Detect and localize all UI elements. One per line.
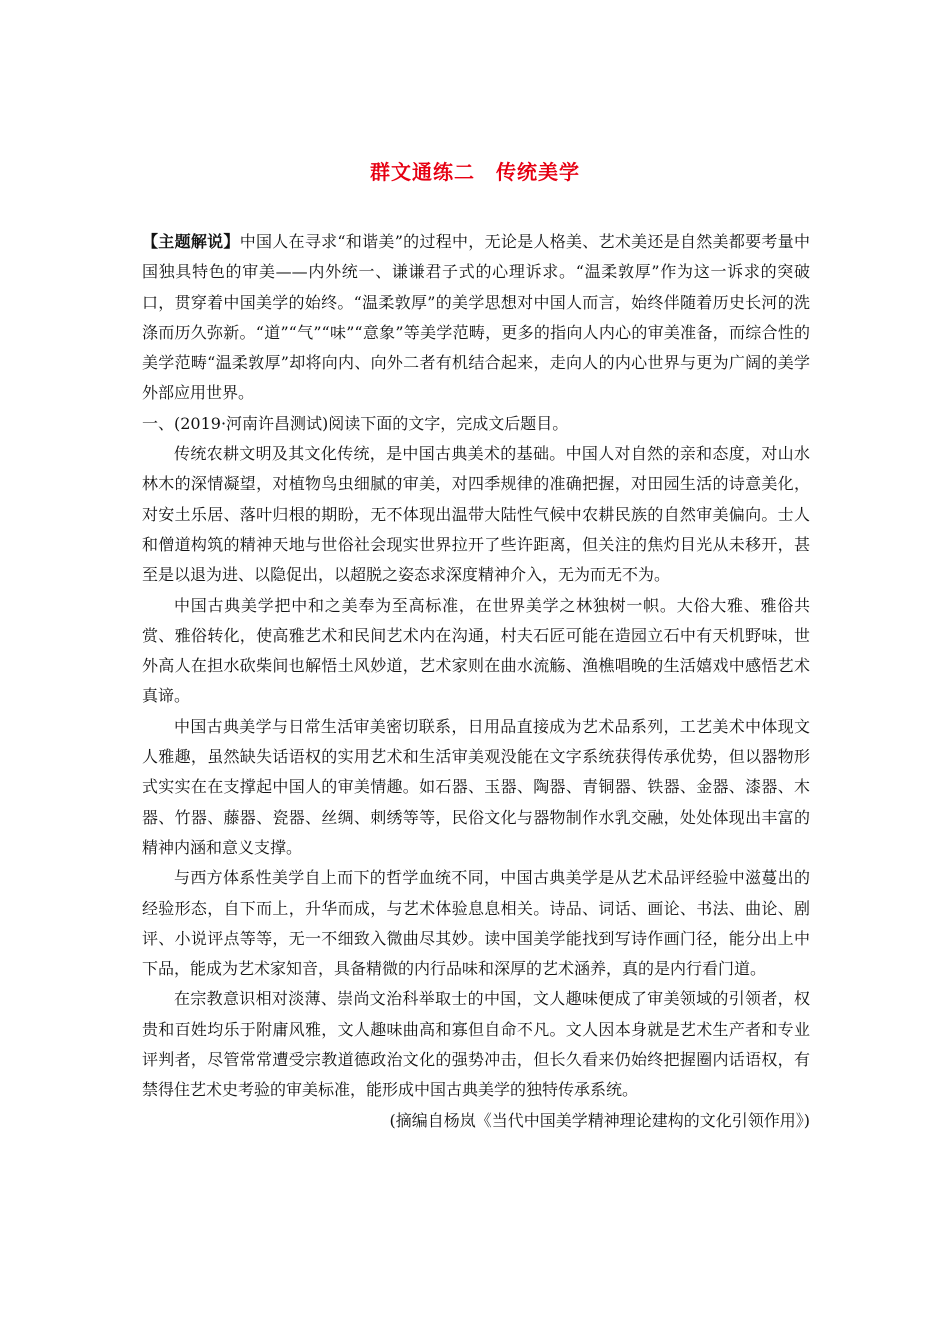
document-body (142, 227, 810, 1136)
question-heading: 一、(2019·河南许昌测试)阅读下面的文字，完成文后题目。 (142, 413, 569, 433)
source-citation: (摘编自杨岚《当代中国美学精神理论建构的文化引领作用》) (389, 1110, 810, 1130)
theme-explanation (142, 227, 810, 409)
passage-paragraph-3: 中国古典美学与日常生活审美密切联系，日用品直接成为艺术品系列，工艺美术中体现文人雅趣，虽然缺失话语权的实用艺术和生活审美观没能在文字系统获得传承优势，但以器物形式实实在在支撑起中国人的审美情趣。如石器、玉器、陶器、青铜器、铁器、金器、漆器、木器、竹器、藤器、瓷器、丝绸、刺绣等等，民俗文化与器物制作水乳交融，处处体现出丰富的精神内涵和意义支撑。 (142, 716, 810, 857)
passage-paragraph-1: 传统农耕文明及其文化传统，是中国古典美术的基础。中国人对自然的亲和态度，对山水林木的深情凝望，对植物鸟虫细腻的审美，对四季规律的准确把握，对田园生活的诗意美化，对安土乐居、落叶归根的期盼，无不体现出温带大陆性气候中农耕民族的自然审美偏向。士人和僧道构筑的精神天地与世俗社会现实世界拉开了些许距离，但关注的焦灼目光从未移开，甚至是以退为进、以隐促出，以超脱之姿态求深度精神介入，无为而无不为。 (142, 444, 810, 585)
passage-paragraph-5: 在宗教意识相对淡薄、崇尚文治科举取士的中国，文人趣味便成了审美领域的引领者，权贵和百姓均乐于附庸风雅，文人趣味曲高和寡但自命不凡。文人因本身就是艺术生产者和专业评判者，尽管常常遭受宗教道德政治文化的强势冲击，但长久看来仍始终把握圈内话语权，有禁得住艺术史考验的审美标准，能形成中国古典美学的独特传承系统。 (142, 989, 810, 1100)
theme-text: 中国人在寻求“和谐美”的过程中，无论是人格美、艺术美还是自然美都要考量中国独具特色的审美——内外统一、谦谦君子式的心理诉求。“温柔敦厚”作为这一诉求的突破口，贯穿着中国美学的始终。“温柔敦厚”的美学思想对中国人而言，始终伴随着历史长河的洗涤而历久弥新。“道”“气”“味”“意象”等美学范畴，更多的指向人内心的审美准备，而综合性的美学范畴“温柔敦厚”却将向内、向外二者有机结合起来，走向人的内心世界与更为广阔的美学外部应用世界。 (142, 232, 810, 403)
passage-paragraph-4: 与西方体系性美学自上而下的哲学血统不同，中国古典美学是从艺术品评经验中滋蔓出的经验形态，自下而上，升华而成，与艺术体验息息相关。诗品、词话、画论、书法、曲论、剧评、小说评点等等，无一不细致入微曲尽其妙。读中国美学能找到写诗作画门径，能分出上中下品，能成为艺术家知音，具备精微的内行品味和深厚的艺术涵养，真的是内行看门道。 (142, 868, 810, 979)
page-title: 群文通练二 传统美学 (370, 160, 580, 184)
theme-label: 【主题解说】 (142, 232, 240, 251)
passage-paragraph-2: 中国古典美学把中和之美奉为至高标准，在世界美学之林独树一帜。大俗大雅、雅俗共赏、雅俗转化，使高雅艺术和民间艺术内在沟通，村夫石匠可能在造园立石中有天机野味，世外高人在担水砍柴间也解悟土风妙道，艺术家则在曲水流觞、渔樵唱晚的生活嬉戏中感悟艺术真谛。 (142, 595, 810, 706)
